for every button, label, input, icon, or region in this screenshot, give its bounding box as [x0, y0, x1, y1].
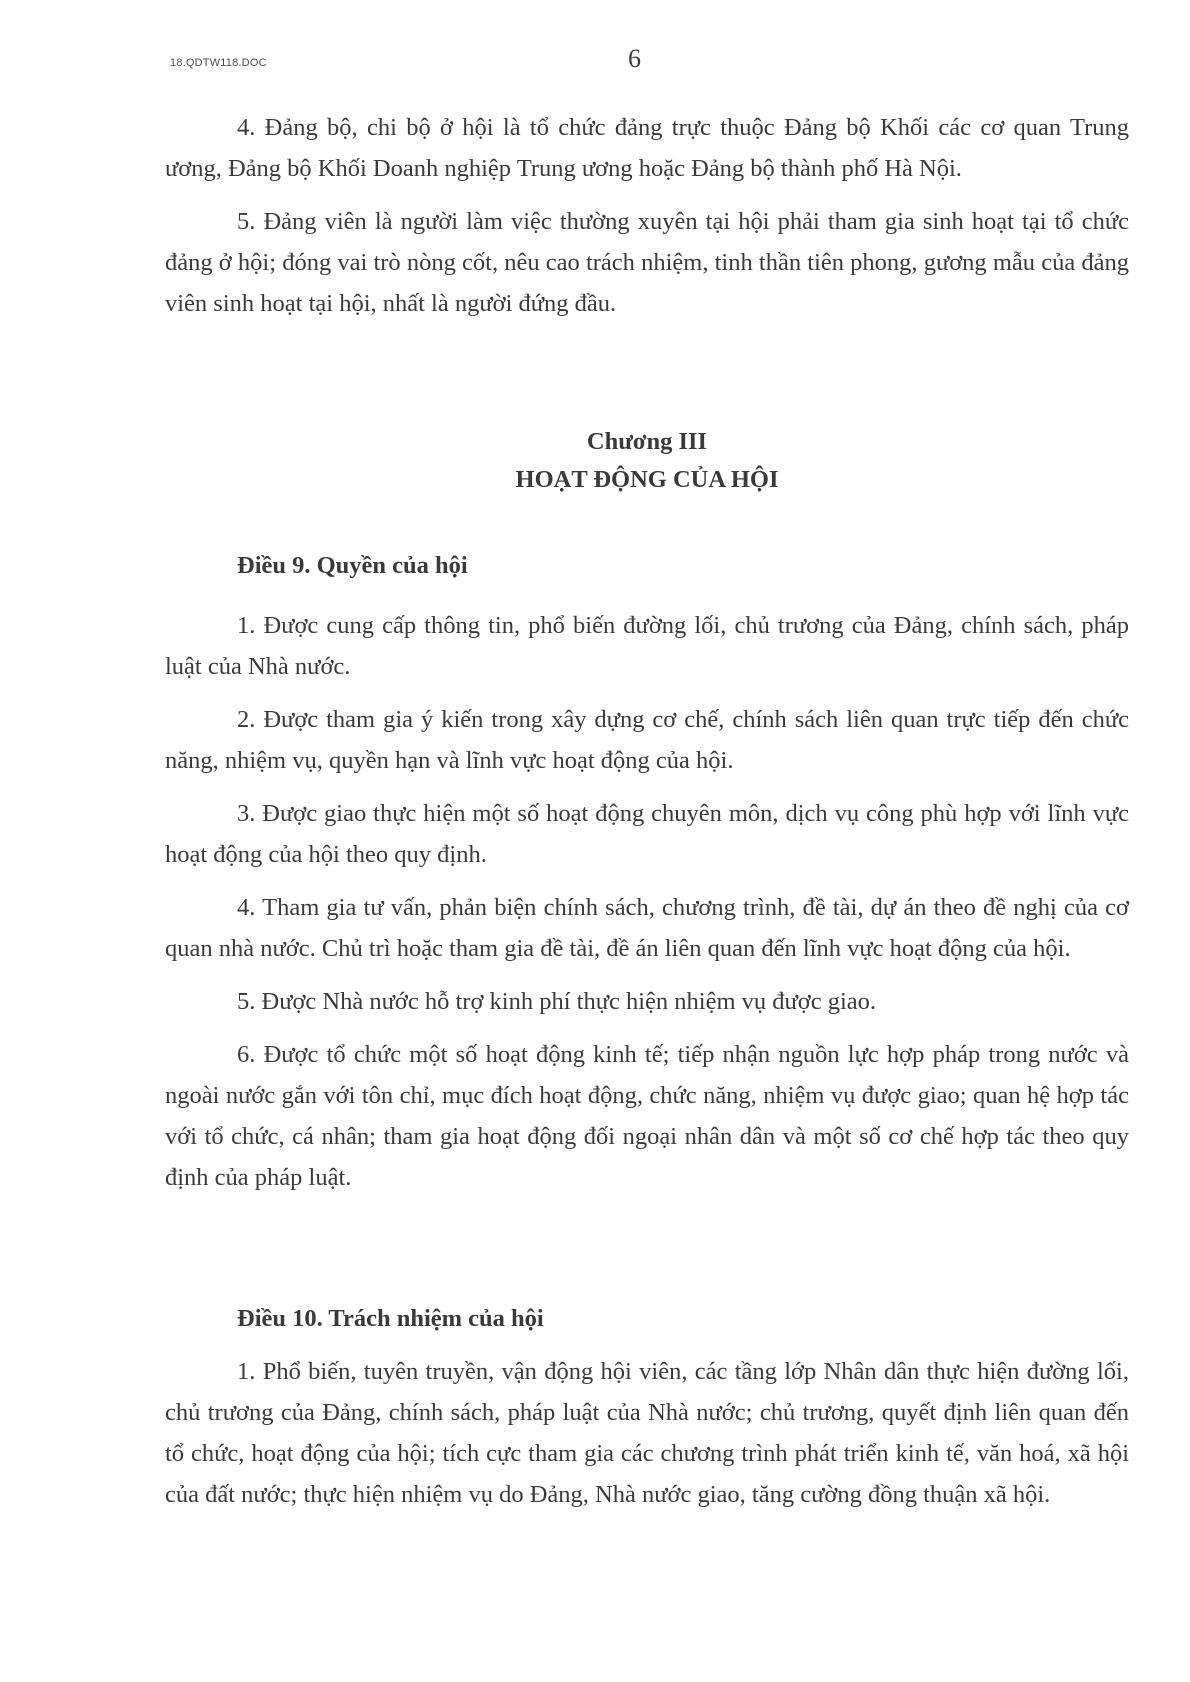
paragraph: 4. Tham gia tư vấn, phản biện chính sách, chương trình, đề tài, dự án theo đề nghị của cơ quan nhà nước. Chủ trì hoặc tham gia đề tài, đề án liên quan đến lĩnh vực hoạt động của hội. [165, 894, 1129, 962]
page-number: 6 [628, 44, 641, 73]
document-code: 18.QDTW118.DOC [170, 57, 267, 69]
paragraph: 6. Được tổ chức một số hoạt động kinh tế; tiếp nhận nguồn lực hợp pháp trong nước và ngoài nước gắn với tôn chỉ, mục đích hoạt động, chức năng, nhiệm vụ được giao; quan hệ hợp tác với tổ chức, cá nhân; tham gia hoạt động đối ngoại nhân dân và một số cơ chế hợp tác theo quy định của pháp luật. [165, 1041, 1129, 1191]
paragraph: 2. Được tham gia ý kiến trong xây dựng cơ chế, chính sách liên quan trực tiếp đến chức năng, nhiệm vụ, quyền hạn và lĩnh vực hoạt động của hội. [165, 706, 1129, 774]
paragraph: 1. Phổ biến, tuyên truyền, vận động hội viên, các tầng lớp Nhân dân thực hiện đường lối, chủ trương của Đảng, chính sách, pháp luật của Nhà nước; chủ trương, quyết định liên quan đến tổ chức, hoạt động của hội; tích cực tham gia các chương trình phát triển kinh tế, văn hoá, xã hội của đất nước; thực hiện nhiệm vụ do Đảng, Nhà nước giao, tăng cường đồng thuận xã hội. [165, 1358, 1129, 1508]
paragraph: 5. Được Nhà nước hỗ trợ kinh phí thực hiện nhiệm vụ được giao. [237, 988, 877, 1015]
article-title: Điều 9. Quyền của hội [237, 552, 468, 579]
top-section [165, 107, 1129, 324]
chapter-title: HOẠT ĐỘNG CỦA HỘI [515, 466, 779, 493]
paragraph: 3. Được giao thực hiện một số hoạt động chuyên môn, dịch vụ công phù hợp với lĩnh vực hoạt động của hội theo quy định. [165, 800, 1129, 868]
paragraph: 4. Đảng bộ, chi bộ ở hội là tổ chức đảng trực thuộc Đảng bộ Khối các cơ quan Trung ương, Đảng bộ Khối Doanh nghiệp Trung ương hoặc Đảng bộ thành phố Hà Nội. [165, 114, 1129, 182]
article-10 [165, 1298, 1129, 1515]
paragraph: 5. Đảng viên là người làm việc thường xuyên tại hội phải tham gia sinh hoạt tại tổ chức đảng ở hội; đóng vai trò nòng cốt, nêu cao trách nhiệm, tinh thần tiên phong, gương mẫu của đảng viên sinh hoạt tại hội, nhất là người đứng đầu. [165, 208, 1129, 317]
article-title: Điều 10. Trách nhiệm của hội [237, 1305, 544, 1332]
paragraph: 1. Được cung cấp thông tin, phổ biến đường lối, chủ trương của Đảng, chính sách, pháp luật của Nhà nước. [165, 612, 1129, 680]
chapter-number: Chương III [586, 428, 708, 455]
article-9 [165, 545, 1129, 1198]
chapter-heading [165, 423, 1129, 499]
